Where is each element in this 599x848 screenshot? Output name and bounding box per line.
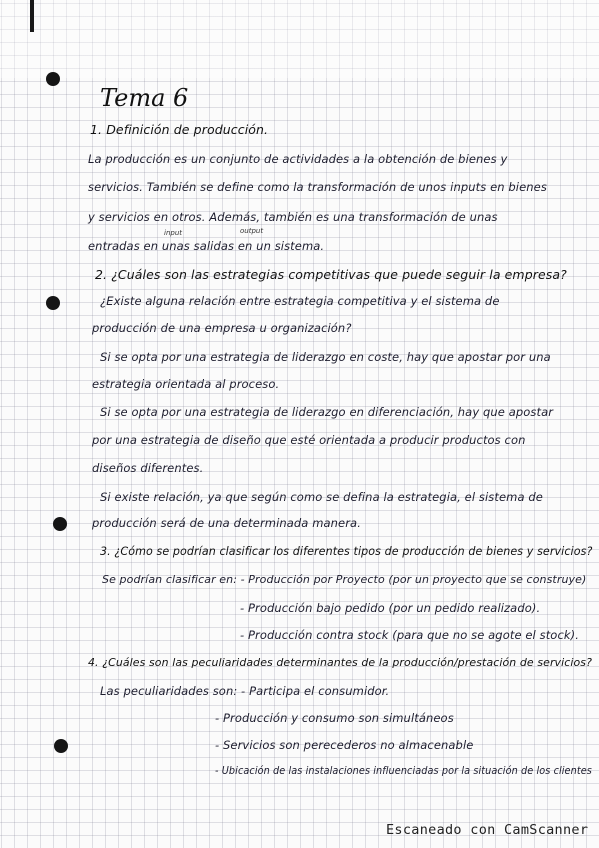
section-1-heading: 1. Definición de producción. <box>90 122 269 137</box>
section-3-heading: 3. ¿Cómo se podrían clasificar los diferentes tipos de producción de bienes y servicios? <box>100 545 593 558</box>
section-2-line: Si se opta por una estrategia de liderazgo en diferenciación, hay que apostar <box>100 405 554 419</box>
section-3-line: Se podrían clasificar en: - Producción por Proyecto (por un proyecto que se construye) <box>102 573 587 586</box>
section-3-line: - Producción bajo pedido (por un pedido realizado). <box>240 601 541 615</box>
section-1-note-output: output <box>240 227 264 235</box>
section-1-line: entradas en unas salidas en un sistema. <box>88 239 325 253</box>
section-2-line: por una estrategia de diseño que esté orientada a producir productos con <box>92 433 526 447</box>
section-1-line: servicios. También se define como la transformación de unos inputs en bienes <box>88 180 547 194</box>
section-2-line: producción será de una determinada manera. <box>92 516 361 530</box>
section-2-heading: 2. ¿Cuáles son las estrategias competitivas que puede seguir la empresa? <box>95 267 567 282</box>
section-2-line: ¿Existe alguna relación entre estrategia competitiva y el sistema de <box>100 294 500 308</box>
section-2-line: Si se opta por una estrategia de liderazgo en coste, hay que apostar por una <box>100 350 551 364</box>
section-4-line: - Ubicación de las instalaciones influenciadas por la situación de los clientes <box>215 765 592 777</box>
section-4-line: - Producción y consumo son simultáneos <box>215 711 454 725</box>
page-top-margin <box>0 0 599 78</box>
binder-hole <box>53 517 67 531</box>
page-title: Tema 6 <box>100 84 189 112</box>
section-2-line: estrategia orientada al proceso. <box>92 377 280 391</box>
section-1-line: y servicios en otros. Además, también es una transformación de unas <box>88 210 498 224</box>
binder-hole <box>46 296 60 310</box>
section-2-line: diseños diferentes. <box>92 461 204 475</box>
section-4-line: - Servicios son perecederos no almacenable <box>215 738 474 752</box>
section-4-heading: 4. ¿Cuáles son las peculiaridades determinantes de la producción/prestación de servicios? <box>88 656 592 669</box>
section-3-line: - Producción contra stock (para que no se agote el stock). <box>240 628 579 642</box>
section-1-note-input: input <box>164 229 183 237</box>
section-4-line: Las peculiaridades son: - Participa el consumidor. <box>100 684 390 698</box>
binder-hole <box>54 739 68 753</box>
section-1-line: La producción es un conjunto de actividades a la obtención de bienes y <box>88 152 508 166</box>
section-2-line: producción de una empresa u organización? <box>92 321 352 335</box>
binding-mark <box>30 0 34 32</box>
binder-hole <box>46 72 60 86</box>
scanner-watermark: Escaneado con CamScanner <box>386 822 589 838</box>
section-2-line: Si existe relación, ya que según como se defina la estrategia, el sistema de <box>100 490 543 504</box>
